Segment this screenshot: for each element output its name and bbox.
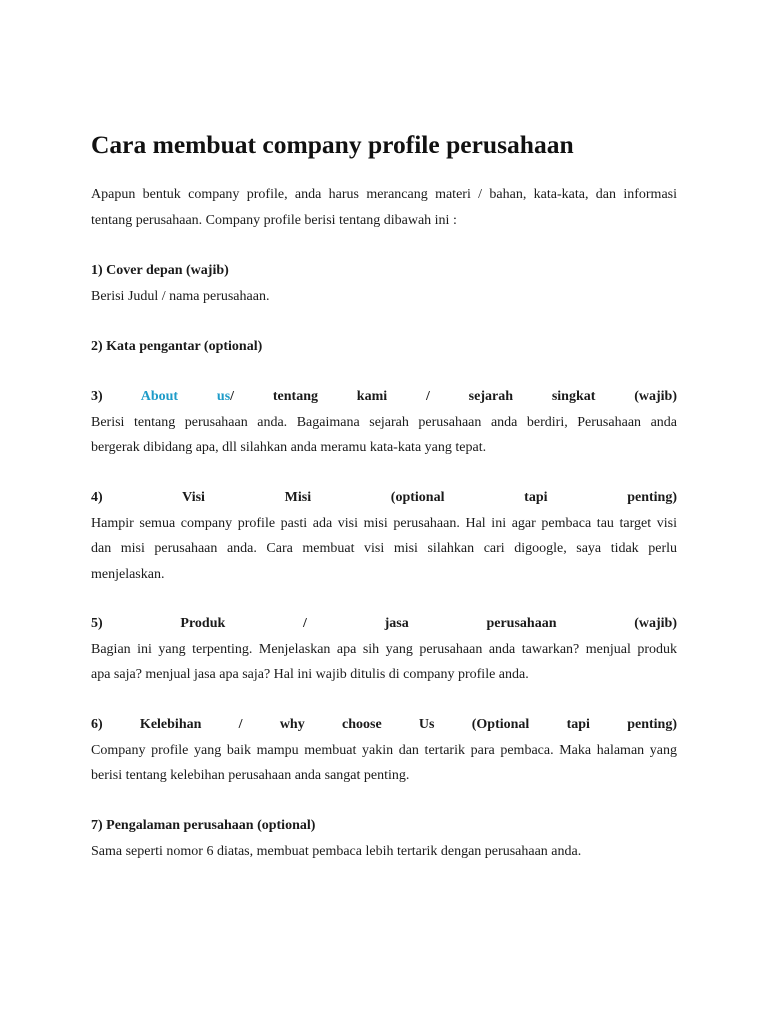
section-kata-pengantar bbox=[91, 334, 677, 360]
section-body-line: bergerak dibidang apa, dll silahkan anda meramu kata-kata yang tepat. bbox=[91, 440, 487, 455]
section-body-line: Sama seperti nomor 6 diatas, membuat pembaca lebih tertarik dengan perusahaan anda. bbox=[91, 843, 582, 859]
section-body-line: Hampir semua company profile pasti ada visi misi perusahaan. Hal ini agar pembaca tau target visi bbox=[91, 515, 677, 531]
section-body-line: Company profile yang baik mampu membuat yakin dan tertarik para pembaca. Maka halaman yang bbox=[91, 742, 677, 758]
section-produk-jasa bbox=[91, 611, 677, 688]
section-about-us bbox=[91, 384, 677, 461]
page-title: Cara membuat company profile perusahaan bbox=[91, 130, 574, 159]
section-heading-kata-pengantar: 2) Kata pengantar (optional) bbox=[91, 339, 263, 354]
section-cover bbox=[91, 258, 677, 309]
us-link[interactable]: us bbox=[216, 389, 231, 404]
section-kelebihan bbox=[91, 712, 677, 789]
heading-rest: / tentang kami / sejarah singkat (wajib) bbox=[230, 389, 677, 404]
section-heading-pengalaman: 7) Pengalaman perusahaan (optional) bbox=[91, 818, 316, 833]
section-body-line: dan misi perusahaan anda. Cara membuat visi misi silahkan cari digoogle, saya tidak perlu bbox=[91, 541, 677, 556]
section-body-line: berisi tentang kelebihan perusahaan anda sangat penting. bbox=[91, 768, 410, 783]
section-heading-produk-jasa: 5) Produk / jasa perusahaan (wajib) bbox=[91, 616, 677, 631]
section-visi-misi bbox=[91, 485, 677, 587]
intro-paragraph bbox=[91, 182, 677, 233]
intro-line-1: Apapun bentuk company profile, anda harus merancang materi / bahan, kata-kata, dan informasi bbox=[91, 187, 677, 202]
heading-number: 3) bbox=[91, 389, 103, 404]
section-heading-kelebihan: 6) Kelebihan / why choose Us (Optional tapi penting) bbox=[91, 717, 677, 732]
intro-line-2: tentang perusahaan. Company profile berisi tentang dibawah ini : bbox=[91, 212, 457, 228]
section-heading-about-us bbox=[91, 384, 677, 410]
about-link[interactable]: About bbox=[140, 389, 179, 404]
section-body-line: menjelaskan. bbox=[91, 566, 165, 582]
section-pengalaman bbox=[91, 813, 677, 864]
section-heading-visi-misi: 4) Visi Misi (optional tapi penting) bbox=[91, 490, 677, 505]
section-body-line: Berisi tentang perusahaan anda. Bagaimana sejarah perusahaan anda berdiri, Perusahaan anda bbox=[91, 414, 677, 430]
section-body-line: Bagian ini yang terpenting. Menjelaskan apa sih yang perusahaan anda tawarkan? menjual produk bbox=[91, 641, 677, 657]
section-heading-cover: 1) Cover depan (wajib) bbox=[91, 263, 229, 278]
section-body-line: apa saja? menjual jasa apa saja? Hal ini wajib ditulis di company profile anda. bbox=[91, 667, 529, 682]
section-body-line: Berisi Judul / nama perusahaan. bbox=[91, 288, 270, 304]
